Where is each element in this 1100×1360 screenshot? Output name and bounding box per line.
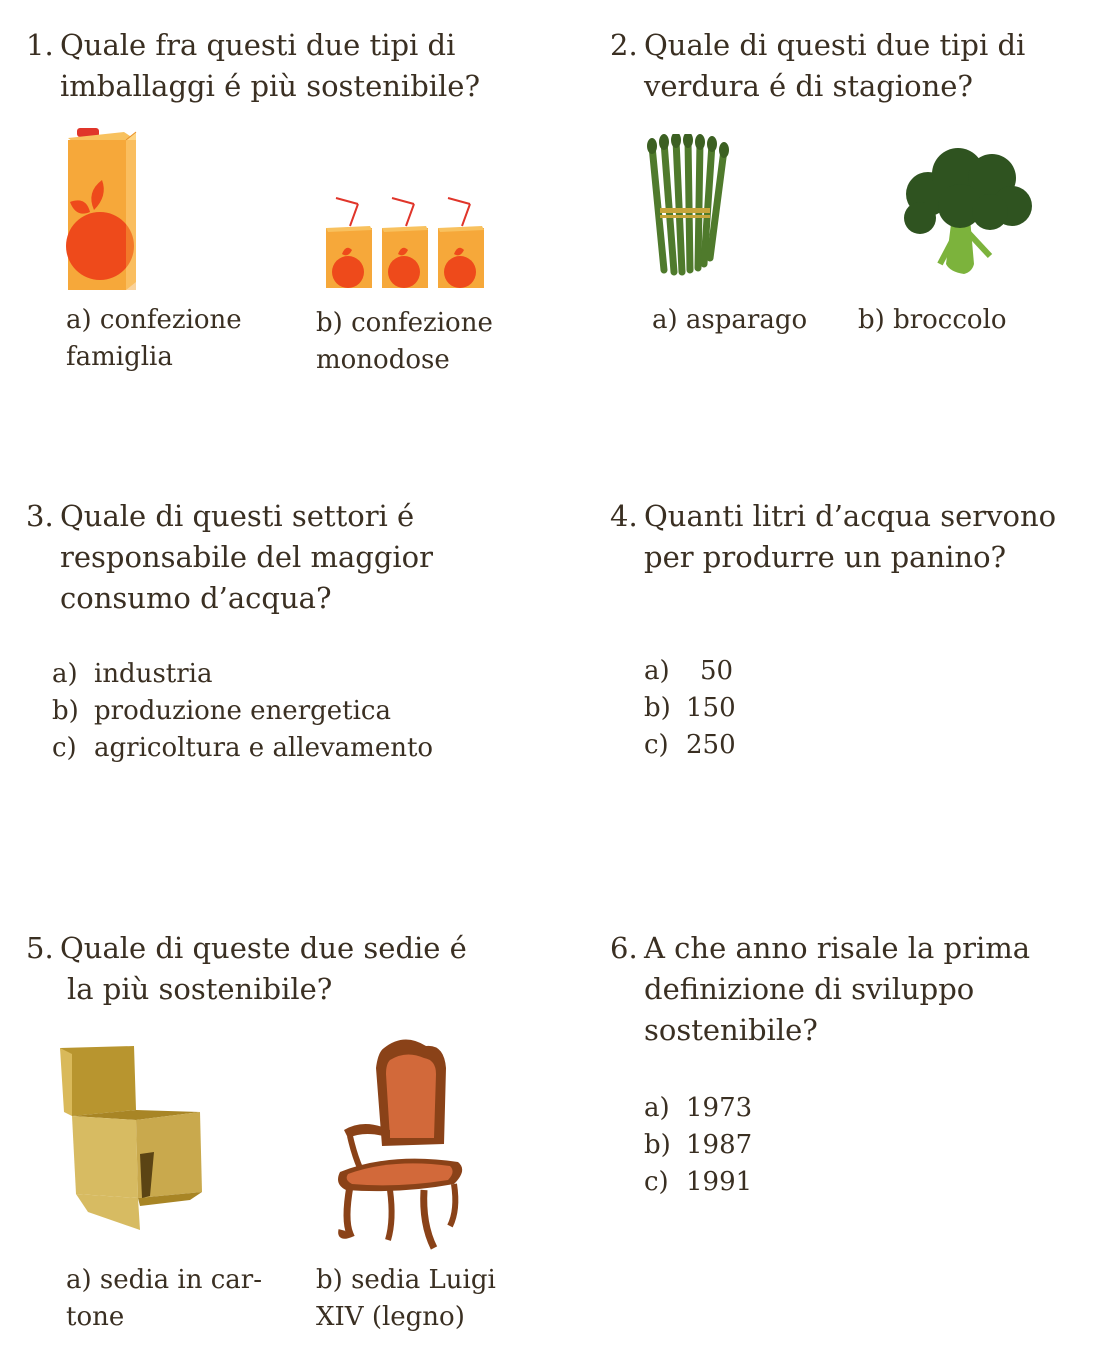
question-3 xyxy=(26,496,433,619)
option-a[interactable] xyxy=(644,1090,752,1127)
question-6 xyxy=(610,928,1030,1051)
juice-carton-family-image[interactable] xyxy=(64,126,140,292)
cardboard-chair-image[interactable] xyxy=(58,1044,208,1232)
question-text: Quale di queste due sedie é xyxy=(60,931,467,965)
option-letter: b) xyxy=(52,696,79,726)
option-letter: b) xyxy=(316,1265,343,1295)
option-text: 1991 xyxy=(686,1167,753,1197)
question-text: Quale di questi settori é xyxy=(60,499,415,533)
question-text: definizione di sviluppo xyxy=(644,972,975,1006)
option-a[interactable] xyxy=(644,653,736,690)
option-letter: a) xyxy=(652,305,678,335)
option-letter: a) xyxy=(66,1265,92,1295)
question-1 xyxy=(26,25,480,107)
option-b[interactable] xyxy=(52,693,433,730)
option-letter: b) xyxy=(316,308,343,338)
option-text: agricoltura e allevamento xyxy=(94,733,434,763)
option-letter: b) xyxy=(644,1130,671,1160)
option-text: 50 xyxy=(700,656,734,686)
option-letter: a) xyxy=(644,1093,670,1123)
question-text: Quale fra questi due tipi di xyxy=(60,28,456,62)
option-text: famiglia xyxy=(66,342,173,372)
question-number: 4. xyxy=(610,499,638,533)
option-list xyxy=(644,1090,752,1201)
option-text: 150 xyxy=(686,693,736,723)
option-a[interactable] xyxy=(66,302,242,376)
option-b[interactable] xyxy=(858,302,1007,339)
question-4 xyxy=(610,496,1056,578)
option-c[interactable] xyxy=(52,730,433,767)
option-text: asparago xyxy=(685,305,808,335)
option-letter: a) xyxy=(66,305,92,335)
question-text: consumo d’acqua? xyxy=(60,581,332,615)
question-text: imballaggi é più sostenibile? xyxy=(60,69,481,103)
question-text: Quanti litri d’acqua servono xyxy=(644,499,1057,533)
option-text: 250 xyxy=(686,730,736,760)
question-5 xyxy=(26,928,467,1010)
broccoli-image[interactable] xyxy=(900,146,1034,276)
question-2 xyxy=(610,25,1025,107)
question-number: 6. xyxy=(610,931,638,965)
option-text: industria xyxy=(94,659,213,689)
option-a[interactable] xyxy=(52,656,433,693)
option-text: sedia Luigi xyxy=(351,1265,496,1295)
question-text: per produrre un panino? xyxy=(644,540,1007,574)
option-letter: b) xyxy=(858,305,885,335)
option-text: XIV (legno) xyxy=(316,1302,465,1332)
question-number: 5. xyxy=(26,931,54,965)
option-text: 1973 xyxy=(686,1093,753,1123)
question-text: A che anno risale la prima xyxy=(644,931,1031,965)
option-letter: c) xyxy=(644,730,669,760)
option-text: confezione xyxy=(351,308,493,338)
option-letter: a) xyxy=(644,656,670,686)
option-text: monodose xyxy=(316,345,450,375)
option-b[interactable] xyxy=(644,1127,752,1164)
option-letter: c) xyxy=(52,733,77,763)
question-number: 1. xyxy=(26,28,54,62)
option-text: sedia in car- xyxy=(99,1265,262,1295)
question-text: responsabile del maggior xyxy=(60,540,434,574)
option-letter: a) xyxy=(52,659,78,689)
option-c[interactable] xyxy=(644,1164,752,1201)
juice-boxes-single-image[interactable] xyxy=(322,196,488,292)
option-c[interactable] xyxy=(644,727,736,764)
option-letter: b) xyxy=(644,693,671,723)
option-text: 1987 xyxy=(686,1130,753,1160)
option-text: broccolo xyxy=(893,305,1007,335)
option-b[interactable] xyxy=(644,690,736,727)
option-text: confezione xyxy=(99,305,242,335)
question-text: la più sostenibile? xyxy=(67,972,333,1006)
question-number: 2. xyxy=(610,28,638,62)
question-text: verdura é di stagione? xyxy=(644,69,973,103)
asparagus-image[interactable] xyxy=(644,134,734,276)
option-b[interactable] xyxy=(316,1262,496,1336)
option-letter: c) xyxy=(644,1167,669,1197)
option-text: produzione energetica xyxy=(94,696,391,726)
option-b[interactable] xyxy=(316,305,493,379)
option-list xyxy=(644,653,736,764)
question-text: sostenibile? xyxy=(644,1013,818,1047)
option-a[interactable] xyxy=(66,1262,262,1336)
louis-xiv-chair-image[interactable] xyxy=(330,1034,478,1254)
option-text: tone xyxy=(66,1302,125,1332)
question-number: 3. xyxy=(26,499,54,533)
option-a[interactable] xyxy=(652,302,807,339)
question-text: Quale di questi due tipi di xyxy=(644,28,1026,62)
option-list xyxy=(52,656,433,767)
